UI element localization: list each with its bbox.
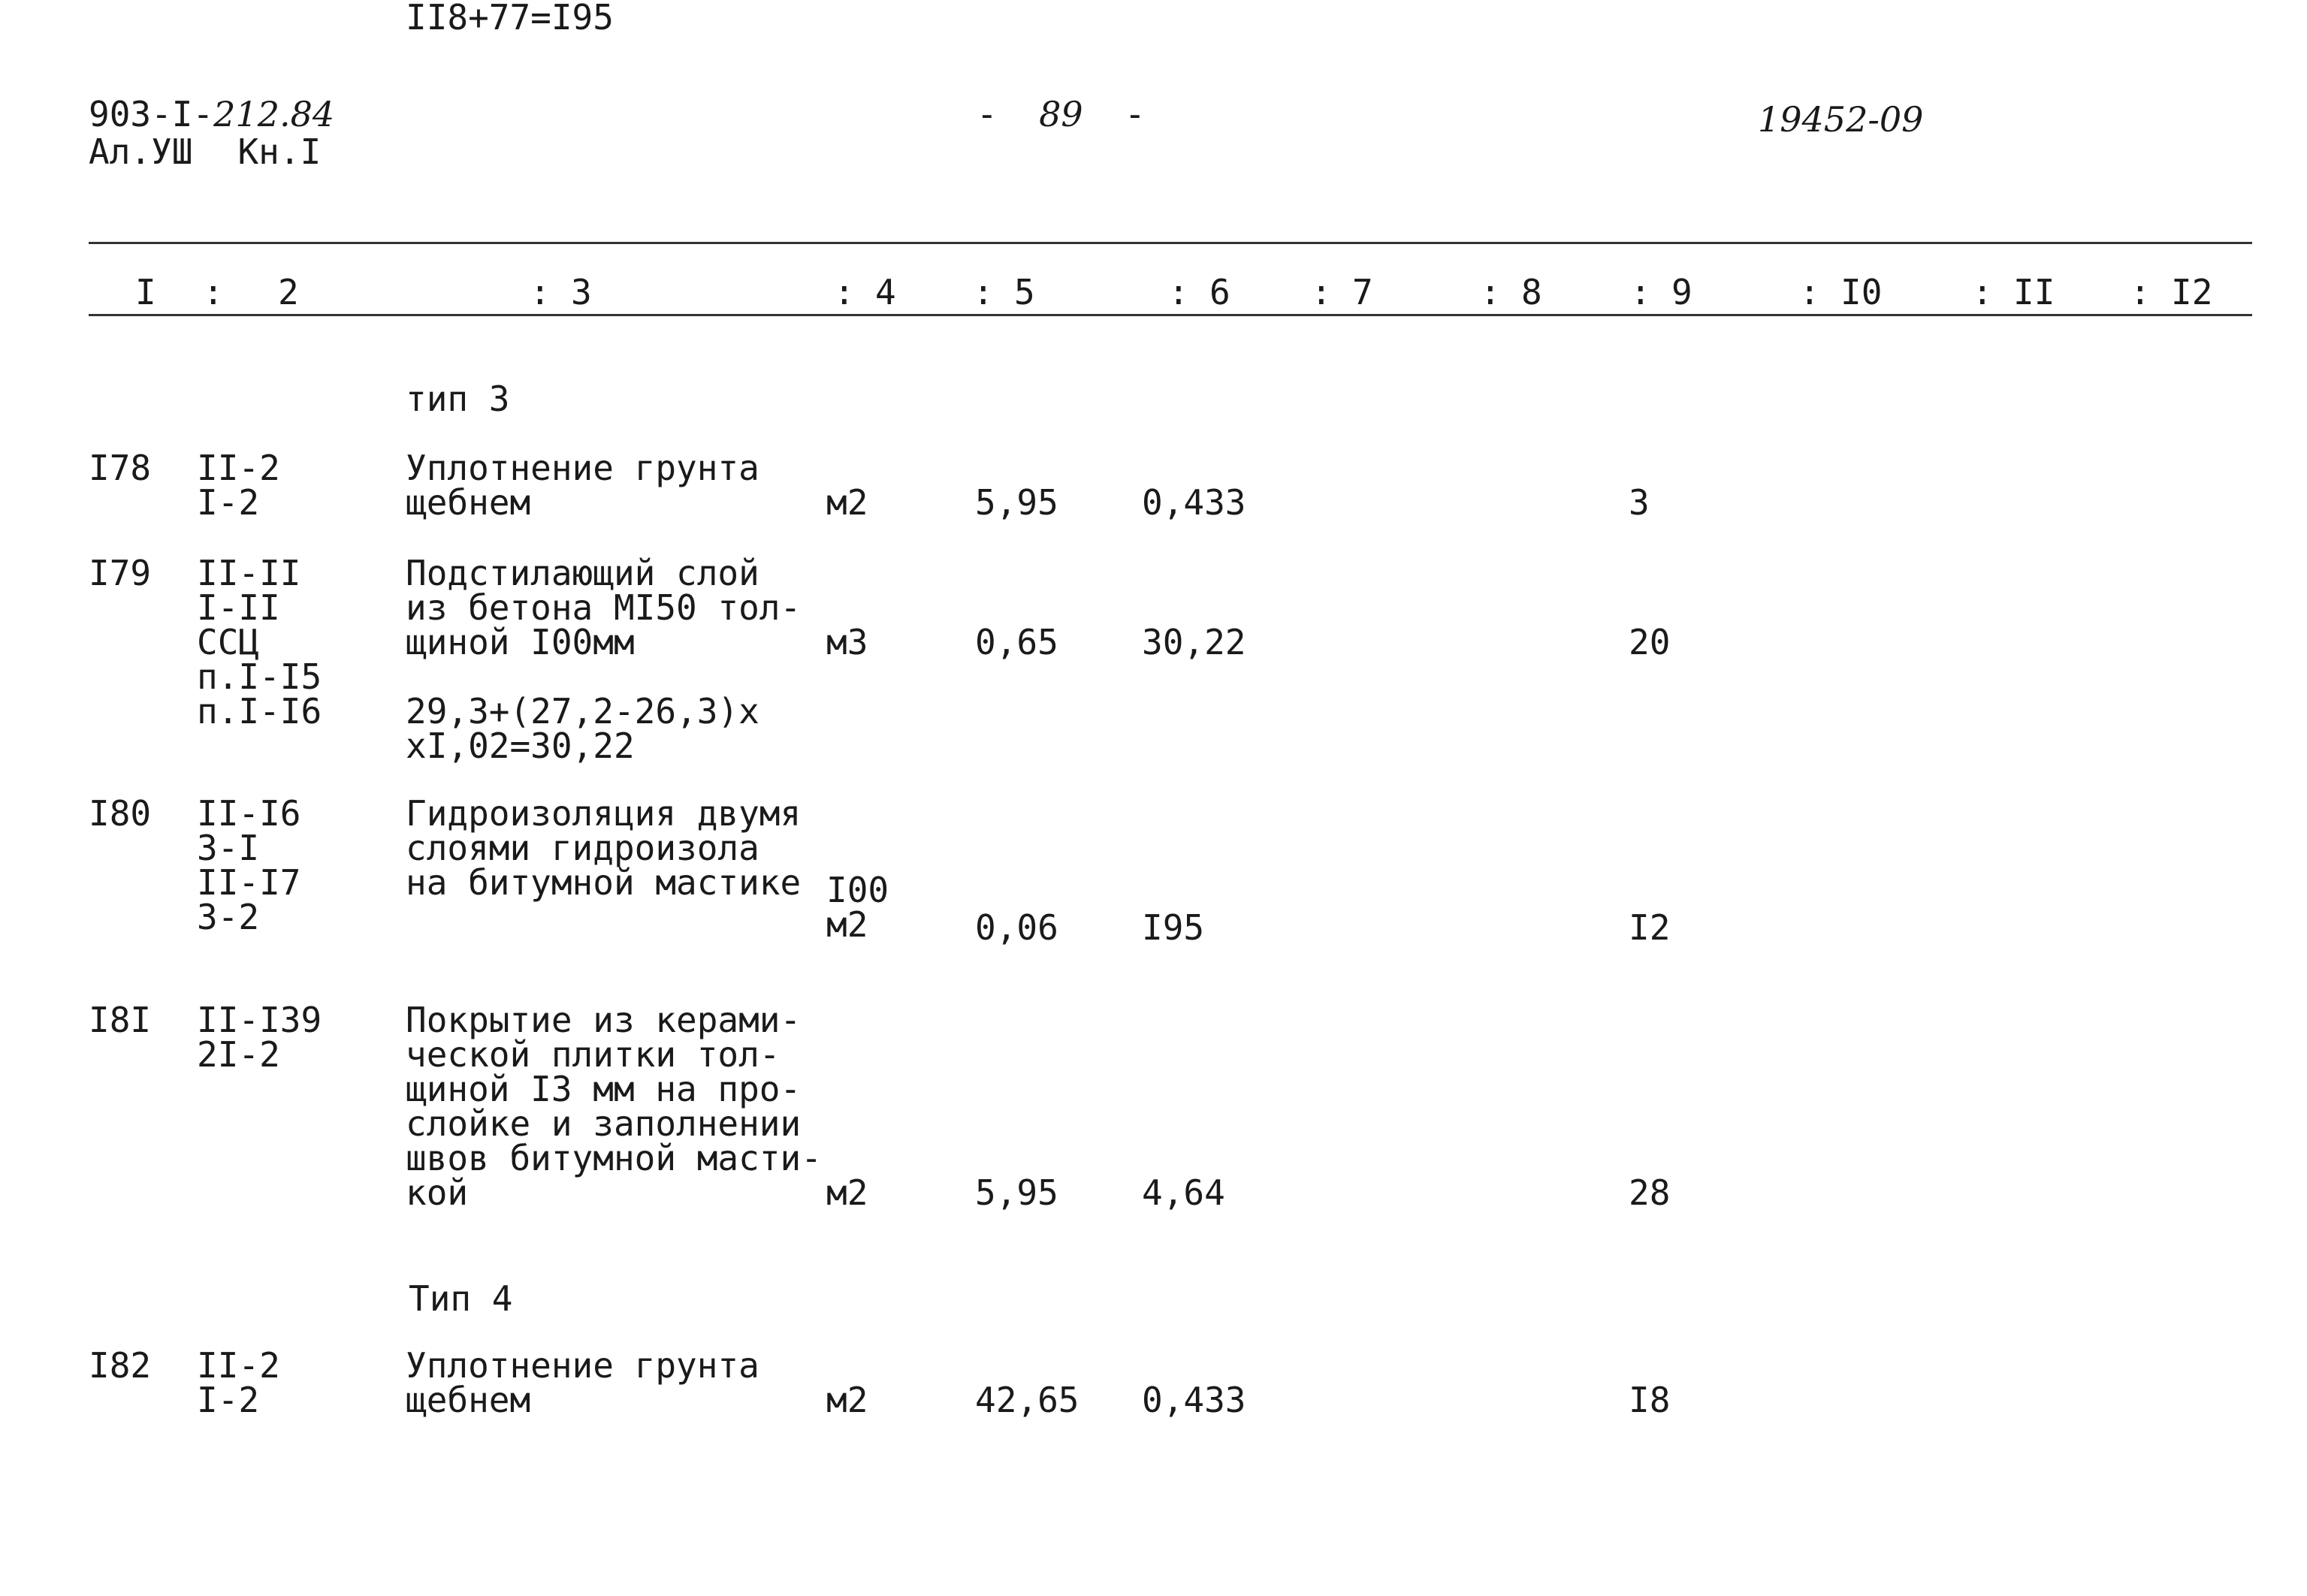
column-header-2: 2	[278, 272, 299, 312]
row-value-col6: 30,22	[1142, 622, 1246, 662]
row-quantity: 5,95	[975, 482, 1058, 523]
row-value-col9: 28	[1629, 1172, 1671, 1213]
row-description: Уплотнение грунта	[406, 1345, 759, 1386]
row-value-col9: I8	[1629, 1380, 1671, 1420]
row-number: I79	[89, 553, 152, 593]
column-separator: :	[203, 272, 224, 312]
row-description: слоями гидроизола	[406, 828, 759, 868]
column-header-12: I2	[2171, 272, 2213, 312]
column-separator: :	[2130, 272, 2151, 312]
row-unit: м2	[826, 904, 868, 945]
column-header-5: 5	[1014, 272, 1035, 312]
row-unit: м2	[826, 482, 868, 523]
section-title-type4: Тип 4	[409, 1278, 513, 1319]
row-description: на битумной мастике	[406, 862, 802, 903]
row-calculation: II8+77=I95	[406, 0, 614, 38]
column-header-7: 7	[1352, 272, 1373, 312]
row-description: щебнем	[406, 482, 531, 523]
column-separator: :	[1799, 272, 1820, 312]
top-rule	[89, 242, 2252, 244]
column-header-3: 3	[571, 272, 592, 312]
row-reference: II-2	[197, 1345, 280, 1386]
row-value-col6: I95	[1142, 907, 1205, 948]
row-number: I82	[89, 1345, 152, 1386]
book-label: Кн.I	[237, 131, 322, 172]
row-description: щиной I00мм	[406, 622, 635, 662]
row-description: кой	[406, 1172, 469, 1213]
row-unit: м2	[826, 1380, 868, 1420]
row-number: I78	[89, 448, 152, 488]
row-reference: I-2	[197, 1380, 260, 1420]
column-header-9: 9	[1671, 272, 1693, 312]
row-reference: II-I7	[197, 862, 301, 903]
row-description: Уплотнение грунта	[406, 448, 759, 488]
row-description: щиной I3 мм на про-	[406, 1069, 802, 1109]
row-reference: 2I-2	[197, 1034, 280, 1075]
column-separator: :	[1168, 272, 1189, 312]
column-separator: :	[973, 272, 994, 312]
row-calculation: хI,02=30,22	[406, 726, 635, 766]
column-header-1: I	[135, 272, 156, 312]
column-header-8: 8	[1521, 272, 1542, 312]
row-description: Покрытие из керами-	[406, 1000, 802, 1040]
row-number: I8I	[89, 1000, 152, 1040]
row-value-col9: 20	[1629, 622, 1671, 662]
row-reference: п.I-I6	[197, 691, 322, 732]
row-reference: 3-I	[197, 828, 260, 868]
column-separator: :	[1480, 272, 1501, 312]
page-number-value: 89	[1039, 94, 1083, 134]
row-value-col6: 0,433	[1142, 482, 1246, 523]
document-number-handwritten: 212.84	[213, 94, 335, 134]
row-description: швов битумной масти-	[406, 1138, 822, 1178]
row-quantity: 5,95	[975, 1172, 1058, 1213]
column-header-10: I0	[1840, 272, 1883, 312]
document-number-prefix: 903-I-	[89, 94, 214, 134]
row-value-col6: 0,433	[1142, 1380, 1246, 1420]
album-book	[89, 131, 322, 172]
row-reference: II-I39	[197, 1000, 322, 1040]
row-calculation: 29,3+(27,2-26,3)х	[406, 691, 759, 732]
row-value-col9: I2	[1629, 907, 1671, 948]
album-label: Ал.УШ	[89, 131, 193, 172]
row-unit: м2	[826, 1172, 868, 1213]
row-quantity: 0,65	[975, 622, 1058, 662]
row-value-col9: 3	[1629, 482, 1650, 523]
column-separator: :	[1311, 272, 1332, 312]
column-separator: :	[834, 272, 855, 312]
column-header-4: 4	[875, 272, 896, 312]
column-header-11: II	[2013, 272, 2055, 312]
row-quantity: 0,06	[975, 907, 1058, 948]
row-reference: I-II	[197, 587, 280, 628]
column-separator: :	[530, 272, 551, 312]
row-description: Подстилающий слой	[406, 553, 759, 593]
column-header-6: 6	[1209, 272, 1231, 312]
document-number	[89, 96, 334, 132]
column-separator: :	[1972, 272, 1993, 312]
page-number: - 89 -	[977, 94, 1146, 134]
section-title-type3: тип 3	[406, 379, 510, 419]
row-description: слойке и заполнении	[406, 1103, 802, 1144]
row-description: Гидроизоляция двумя	[406, 793, 802, 834]
row-reference: II-II	[197, 553, 301, 593]
header-rule	[89, 314, 2252, 316]
row-reference: I-2	[197, 482, 260, 523]
row-quantity: 42,65	[975, 1380, 1080, 1420]
row-description: ческой плитки тол-	[406, 1034, 781, 1075]
row-description: из бетона МI50 тол-	[406, 587, 802, 628]
column-separator: :	[1630, 272, 1651, 312]
row-reference: II-I6	[197, 793, 301, 834]
row-number: I80	[89, 793, 152, 834]
row-description: щебнем	[406, 1380, 531, 1420]
row-value-col6: 4,64	[1142, 1172, 1225, 1213]
row-unit: м3	[826, 622, 868, 662]
row-unit: I00	[826, 870, 889, 910]
row-reference: 3-2	[197, 897, 260, 937]
row-reference: II-2	[197, 448, 280, 488]
archive-number: 19452-09	[1758, 99, 1924, 140]
row-reference: п.I-I5	[197, 656, 322, 697]
row-reference: ССЦ	[197, 622, 260, 662]
